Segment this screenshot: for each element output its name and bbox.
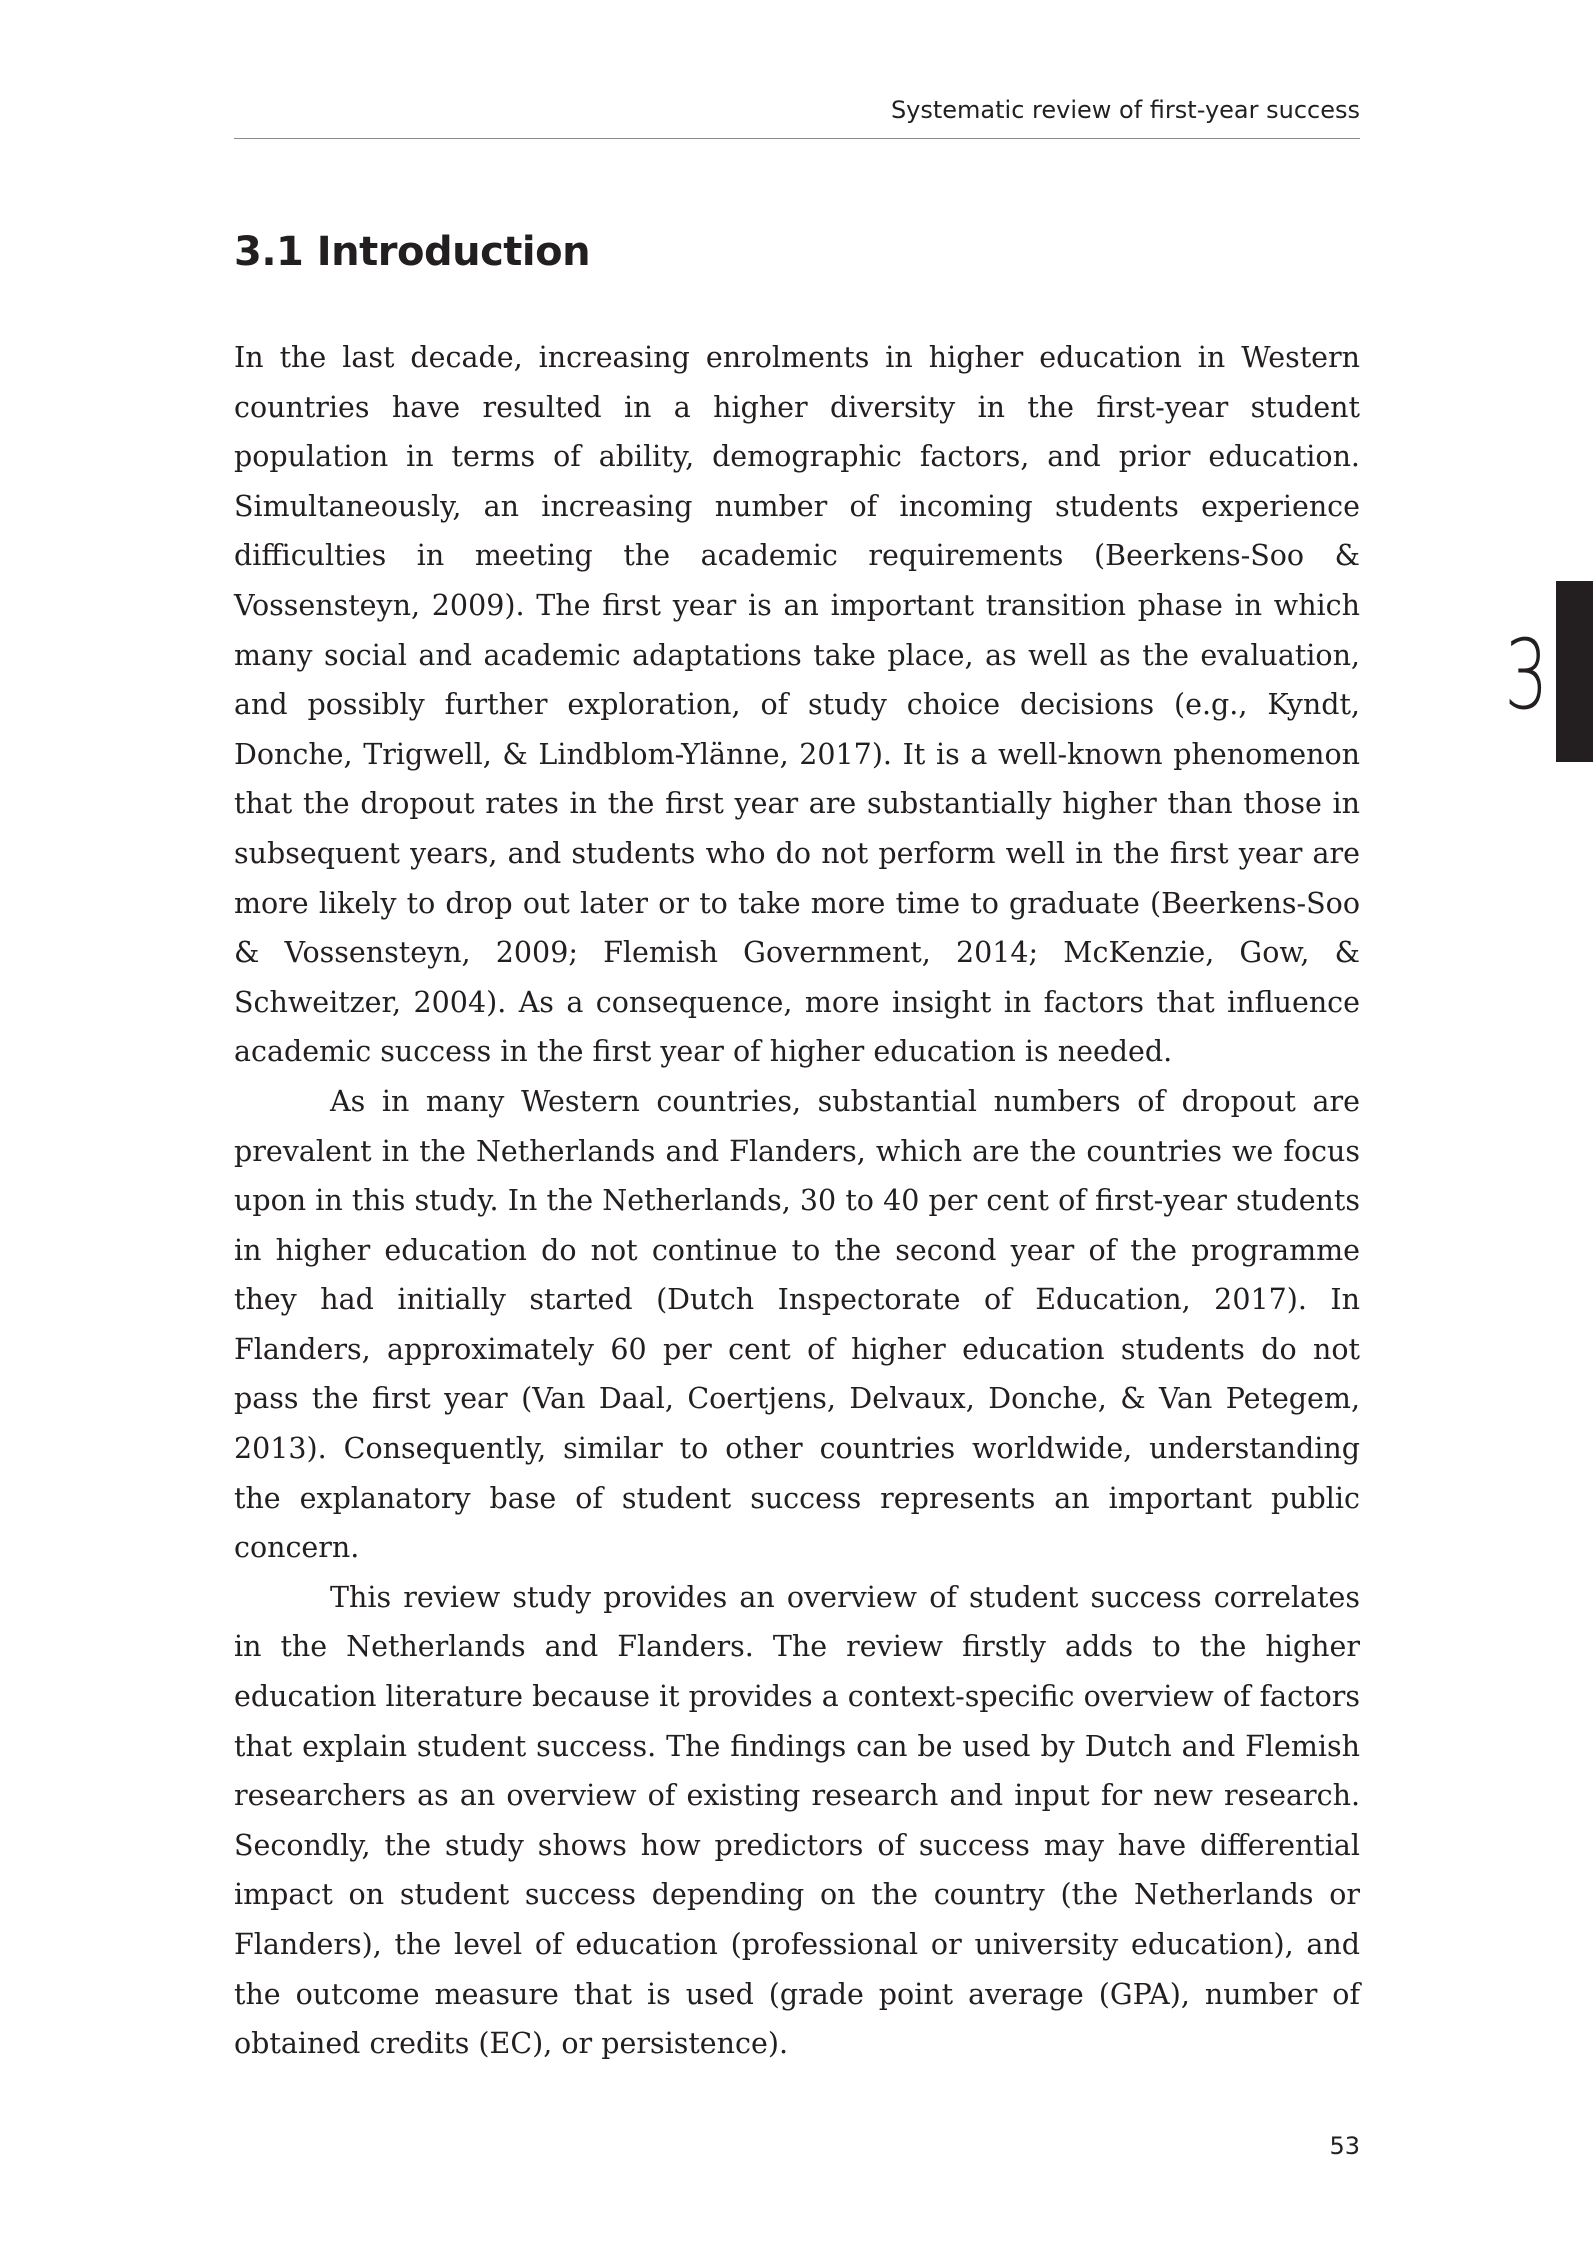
paragraph-3: This review study provides an overview of student success correlates in the Netherlands and Flanders. The review firstly adds to the higher education literature because it provides a context-specific overview of factors that explain student success. The findings can be used by Dutch and Flemish researchers as an overview of existing research and input for new research. Secondly, the study shows how predictors of success may have differential impact on student success depending on the country (the Netherlands or Flanders), the level of education (professional or university education), and the outcome measure that is used (grade point average (GPA), number of obtained credits (EC), or persistence). <box>234 1580 1360 2061</box>
body-text <box>234 333 1360 2069</box>
paragraph-1: In the last decade, increasing enrolments in higher education in Western countries have resulted in a higher diversity in the first-year student population in terms of ability, demographic factors, and prior education. Simultaneously, an increasing number of incoming students experience difficulties in meeting the academic requirements (Beerkens-Soo & Vossensteyn, 2009). The first year is an important transition phase in which many social and academic adaptations take place, as well as the evaluation, and possibly further exploration, of study choice decisions (e.g., Kyndt, Donche, Trigwell, & Lindblom-Ylänne, 2017). It is a well-known phenomenon that the dropout rates in the first year are substantially higher than those in subsequent years, and students who do not perform well in the first year are more likely to drop out later or to take more time to graduate (Beerkens-Soo & Vossensteyn, 2009; Flemish Government, 2014; McKenzie, Gow, & Schweitzer, 2004). As a consequence, more insight in factors that influence academic success in the first year of higher education is needed. <box>234 341 1360 1069</box>
chapter-tab-marker <box>1556 581 1593 762</box>
paragraph-2: As in many Western countries, substantial numbers of dropout are prevalent in the Netherlands and Flanders, which are the countries we focus upon in this study. In the Netherlands, 30 to 40 per cent of first-year students in higher education do not continue to the second year of the programme they had initially started (Dutch Inspectorate of Education, 2017). In Flanders, approximately 60 per cent of higher education students do not pass the first year (Van Daal, Coertjens, Delvaux, Donche, & Van Petegem, 2013). Consequently, similar to other countries worldwide, understanding the explanatory base of student success represents an important public concern. <box>234 1084 1360 1565</box>
chapter-number: 3 <box>1504 619 1549 731</box>
running-header: Systematic review of first-year success <box>890 96 1360 124</box>
header-rule <box>234 138 1360 139</box>
section-heading: 3.1 Introduction <box>234 229 591 275</box>
page-number: 53 <box>1329 2132 1360 2160</box>
